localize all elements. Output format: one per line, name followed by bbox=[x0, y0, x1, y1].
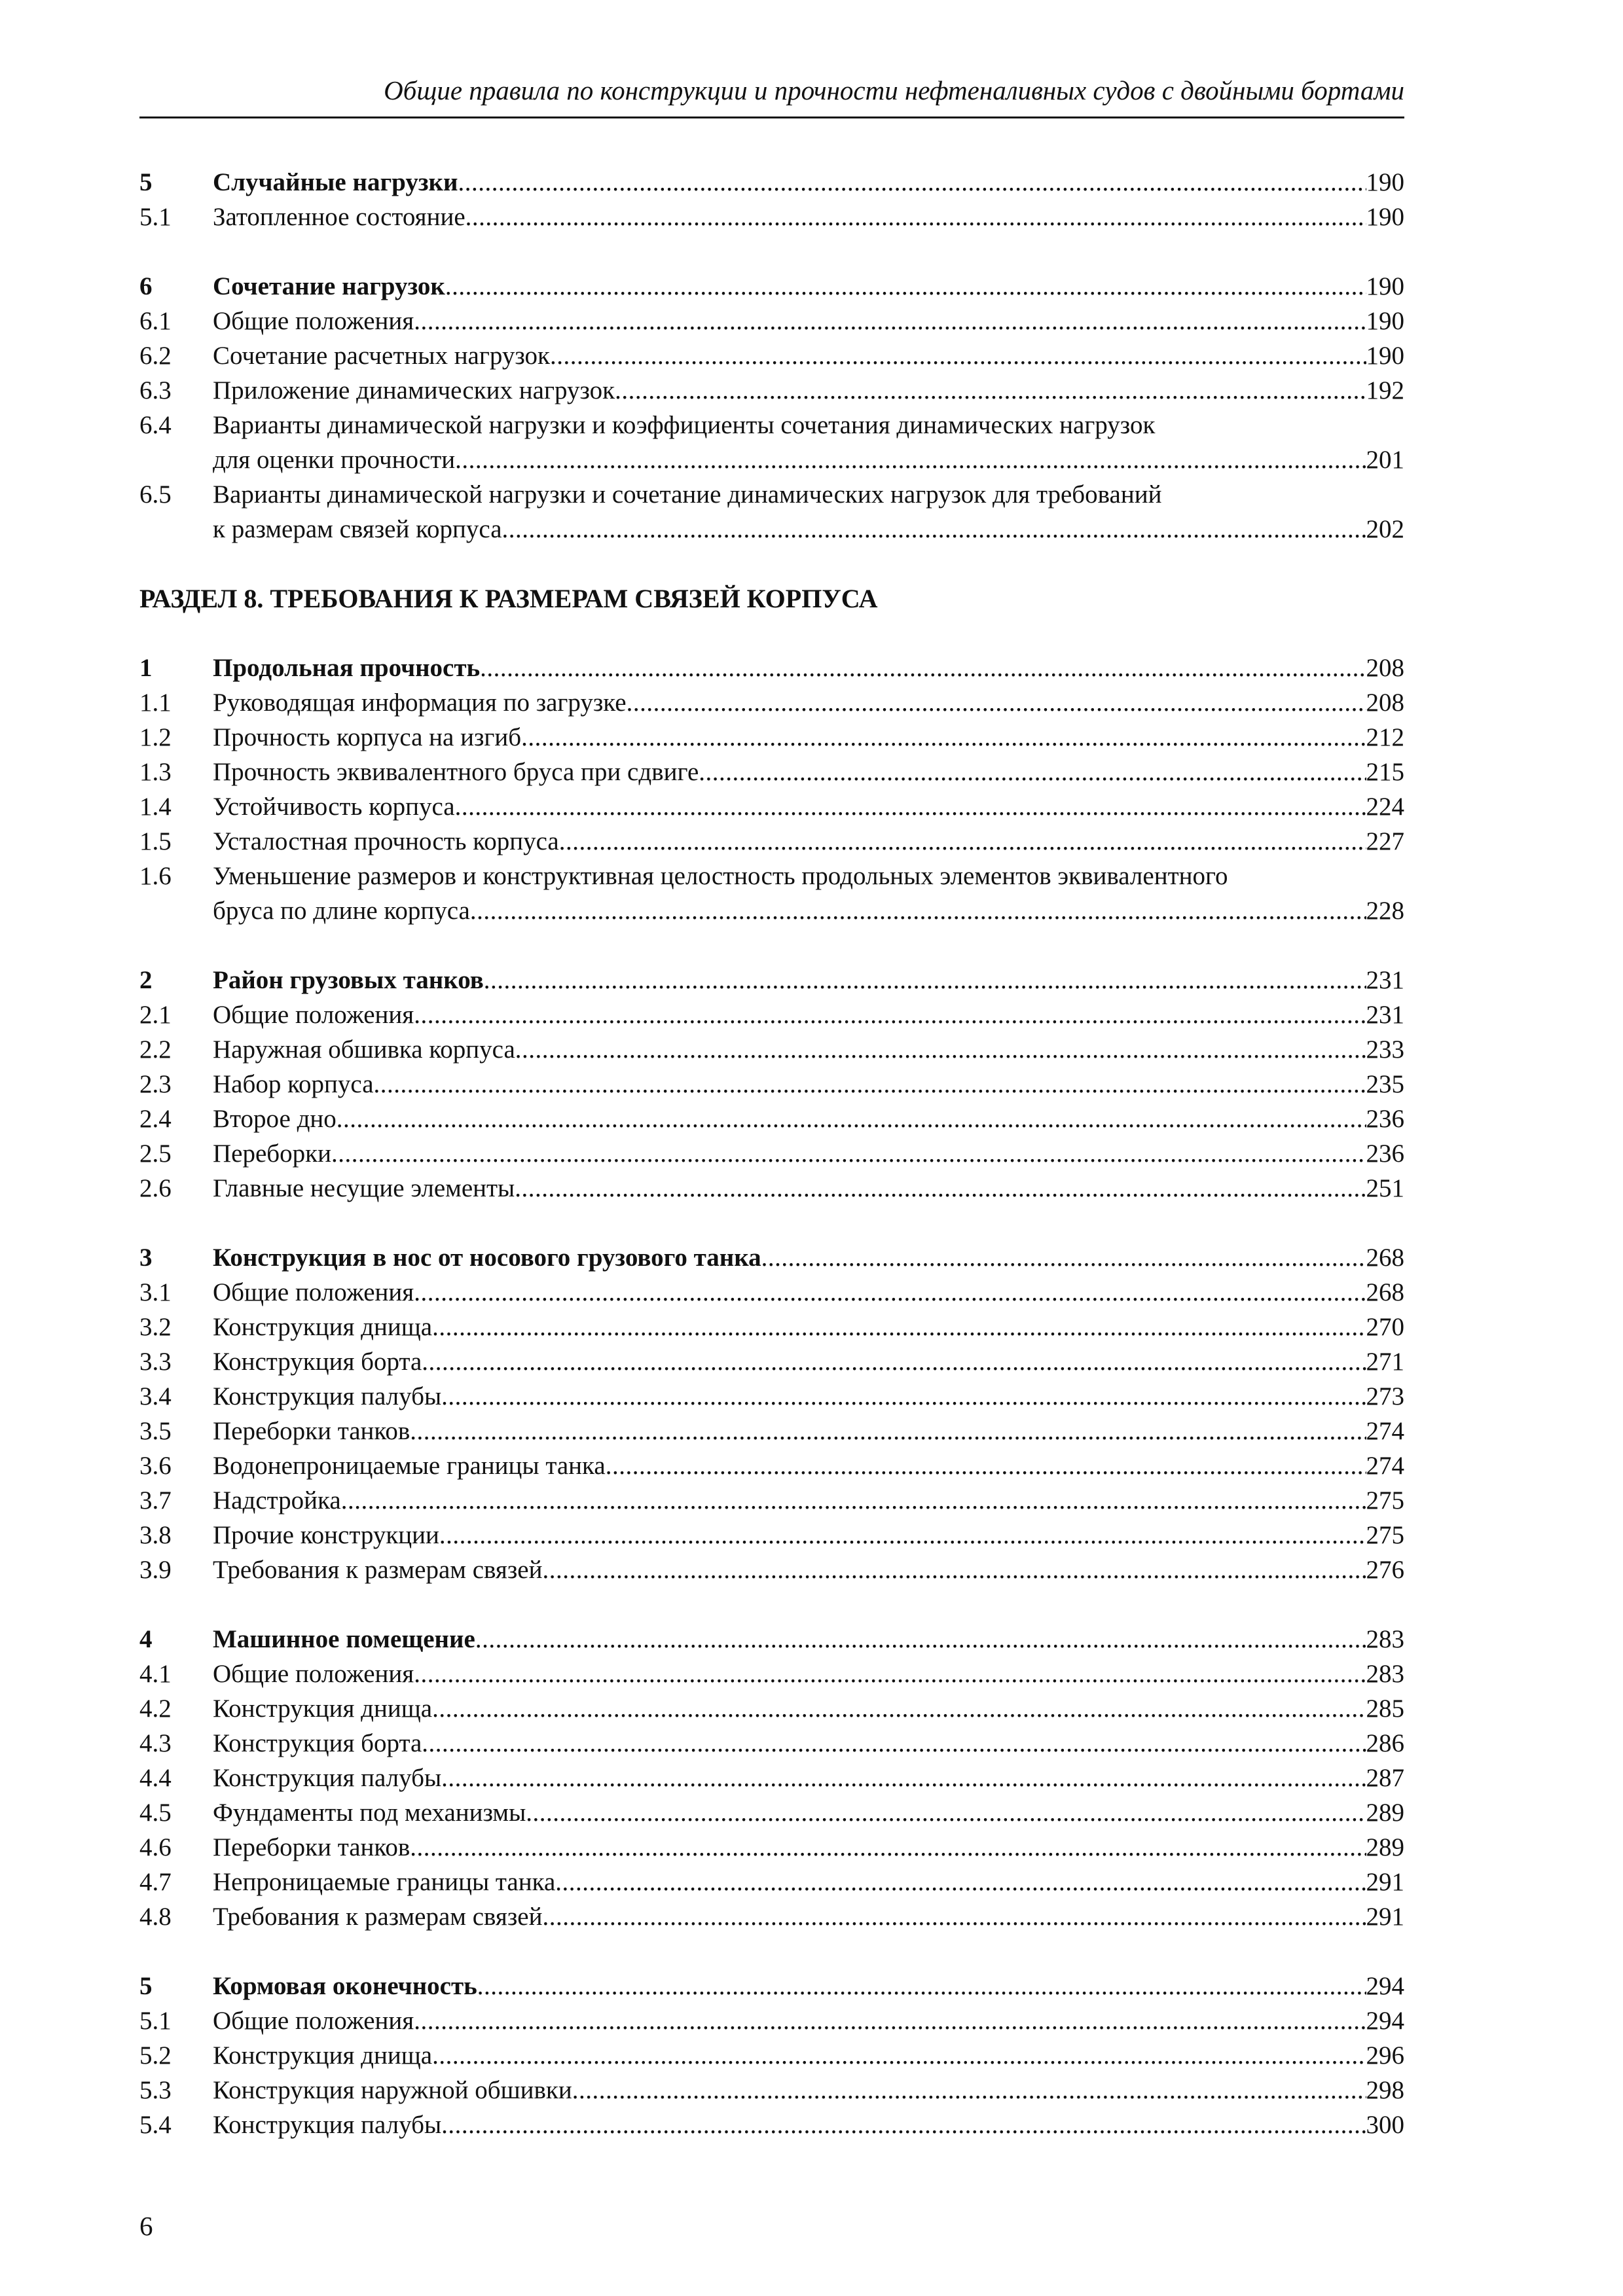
toc-entry-number: 1.6 bbox=[139, 862, 172, 890]
toc-entry-page: 294 bbox=[1366, 1972, 1404, 2000]
toc-entry-number: 3.7 bbox=[139, 1486, 172, 1515]
toc-entry-number: 4.3 bbox=[139, 1729, 172, 1757]
toc-entry-title-line1: Варианты динамической нагрузки и сочетание динамических нагрузок для требований bbox=[213, 480, 1162, 509]
toc-entry-page: 298 bbox=[1366, 2076, 1404, 2104]
toc-entry[interactable] bbox=[139, 2073, 1404, 2108]
dot-leader bbox=[542, 1899, 1366, 1934]
toc-entry[interactable] bbox=[139, 997, 1404, 1032]
toc-entry[interactable] bbox=[139, 2038, 1404, 2073]
dot-leader bbox=[439, 1518, 1366, 1552]
dot-leader bbox=[559, 824, 1366, 859]
toc-entry[interactable] bbox=[139, 1136, 1404, 1171]
toc-entry-title: Переборки bbox=[213, 1139, 331, 1168]
toc-group bbox=[139, 1240, 1404, 1587]
toc-entry[interactable] bbox=[139, 755, 1404, 789]
toc-entry-page: 233 bbox=[1366, 1035, 1404, 1064]
toc-entry-title: Фундаменты под механизмы bbox=[213, 1799, 526, 1827]
toc-group bbox=[139, 963, 1404, 1206]
toc-entry-title: Сочетание нагрузок bbox=[213, 272, 445, 300]
toc-entry[interactable] bbox=[139, 477, 1404, 512]
toc-entry[interactable] bbox=[139, 859, 1404, 893]
toc-entry-page: 231 bbox=[1366, 1001, 1404, 1029]
toc-entry-number: 2 bbox=[139, 966, 153, 994]
toc-entry[interactable] bbox=[139, 1102, 1404, 1136]
toc-entry-title-line2: к размерам связей корпуса bbox=[213, 515, 502, 543]
toc-entry-number: 1.1 bbox=[139, 689, 172, 717]
toc-entry-title: Устойчивость корпуса bbox=[213, 793, 455, 821]
toc-entry-title: Требования к размерам связей bbox=[213, 1903, 543, 1931]
toc-entry[interactable] bbox=[139, 1795, 1404, 1830]
dot-leader bbox=[441, 1761, 1366, 1795]
toc-entry[interactable] bbox=[139, 2003, 1404, 2038]
toc-entry-title: Набор корпуса bbox=[213, 1070, 374, 1098]
toc-entry-title: Руководящая информация по загрузке bbox=[213, 689, 627, 717]
toc-entry-number: 2.6 bbox=[139, 1174, 172, 1202]
toc-entry-number: 4.4 bbox=[139, 1764, 172, 1792]
dot-leader bbox=[465, 200, 1366, 234]
toc-entry-page: 228 bbox=[1366, 897, 1404, 925]
toc-entry-title: Конструкция днища bbox=[213, 1695, 433, 1723]
toc-entry-number: 3 bbox=[139, 1244, 153, 1272]
toc-entry[interactable] bbox=[139, 789, 1404, 824]
toc-entry[interactable] bbox=[139, 1483, 1404, 1518]
toc-entry-number: 5 bbox=[139, 1972, 153, 2000]
toc-entry[interactable] bbox=[139, 824, 1404, 859]
page-number: 6 bbox=[139, 2211, 153, 2241]
toc-entry-title: Конструкция борта bbox=[213, 1348, 422, 1376]
toc-group bbox=[139, 1622, 1404, 1934]
toc-entry-number: 2.4 bbox=[139, 1105, 172, 1133]
dot-leader bbox=[414, 1275, 1366, 1310]
dot-leader bbox=[515, 1032, 1366, 1067]
toc-entry-title: Конструкция борта bbox=[213, 1729, 422, 1757]
toc-entry-page: 291 bbox=[1366, 1868, 1404, 1896]
dot-leader bbox=[432, 1691, 1366, 1726]
dot-leader bbox=[502, 512, 1366, 547]
dot-leader bbox=[414, 304, 1366, 338]
toc-entry[interactable] bbox=[139, 685, 1404, 720]
toc-entry-title: Общие положения bbox=[213, 1278, 414, 1306]
toc-entry-title-line2: для оценки прочности bbox=[213, 446, 456, 474]
toc-entry-title: Водонепроницаемые границы танка bbox=[213, 1452, 606, 1480]
dot-leader bbox=[441, 2108, 1366, 2142]
toc-entry-title: Конструкция в нос от носового грузового танка bbox=[213, 1244, 761, 1272]
dot-leader bbox=[484, 963, 1366, 997]
toc-entry-number: 4.2 bbox=[139, 1695, 172, 1723]
toc-entry-title: Непроницаемые границы танка bbox=[213, 1868, 556, 1896]
toc-entry-page: 202 bbox=[1366, 515, 1404, 543]
dot-leader bbox=[550, 338, 1366, 373]
toc-entry-page: 268 bbox=[1366, 1244, 1404, 1272]
toc-entry[interactable] bbox=[139, 1171, 1404, 1206]
toc-entry-number: 6.1 bbox=[139, 307, 172, 335]
toc-entry[interactable] bbox=[139, 1691, 1404, 1726]
toc-entry-title: Требования к размерам связей bbox=[213, 1556, 543, 1584]
toc-entry-page: 227 bbox=[1366, 827, 1404, 855]
toc-entry-title: Главные несущие элементы bbox=[213, 1174, 515, 1202]
toc-entry-main[interactable] bbox=[139, 1240, 1404, 1275]
table-of-contents bbox=[139, 165, 1404, 2177]
toc-entry[interactable] bbox=[139, 1865, 1404, 1899]
toc-entry[interactable] bbox=[139, 1414, 1404, 1448]
toc-entry[interactable] bbox=[139, 1310, 1404, 1344]
toc-entry[interactable] bbox=[139, 1657, 1404, 1691]
toc-entry[interactable] bbox=[139, 720, 1404, 755]
toc-entry[interactable] bbox=[139, 200, 1404, 234]
dot-leader bbox=[422, 1344, 1366, 1379]
toc-entry-title: Прочие конструкции bbox=[213, 1521, 439, 1549]
dot-leader bbox=[526, 1795, 1366, 1830]
toc-entry[interactable] bbox=[139, 1899, 1404, 1934]
toc-entry-page: 271 bbox=[1366, 1348, 1404, 1376]
toc-entry-title: Продольная прочность bbox=[213, 654, 481, 682]
toc-entry-page: 208 bbox=[1366, 689, 1404, 717]
dot-leader bbox=[445, 269, 1366, 304]
toc-entry-title: Конструкция палубы bbox=[213, 2111, 442, 2139]
toc-entry-title: Общие положения bbox=[213, 1660, 414, 1688]
toc-entry-page: 190 bbox=[1366, 168, 1404, 196]
toc-entry-title: Машинное помещение bbox=[213, 1625, 475, 1653]
toc-entry-page: 236 bbox=[1366, 1139, 1404, 1168]
toc-entry-number: 6.4 bbox=[139, 411, 172, 439]
header-rule bbox=[139, 117, 1404, 118]
toc-entry-title: Общие положения bbox=[213, 307, 414, 335]
dot-leader bbox=[761, 1240, 1366, 1275]
toc-entry-title: Прочность эквивалентного бруса при сдвиге bbox=[213, 758, 699, 786]
toc-entry-number: 3.3 bbox=[139, 1348, 172, 1376]
dot-leader bbox=[458, 165, 1366, 200]
dot-leader bbox=[374, 1067, 1366, 1102]
toc-entry-number: 4.5 bbox=[139, 1799, 172, 1827]
toc-entry[interactable] bbox=[139, 1067, 1404, 1102]
toc-entry-main[interactable] bbox=[139, 269, 1404, 304]
toc-entry-number: 2.1 bbox=[139, 1001, 172, 1029]
toc-entry[interactable] bbox=[139, 1518, 1404, 1552]
toc-entry-title: Затопленное состояние bbox=[213, 203, 465, 231]
toc-entry-number: 3.6 bbox=[139, 1452, 172, 1480]
toc-entry-title: Общие положения bbox=[213, 1001, 414, 1029]
toc-entry-number: 5.3 bbox=[139, 2076, 172, 2104]
toc-entry-number: 3.8 bbox=[139, 1521, 172, 1549]
toc-entry-main[interactable] bbox=[139, 165, 1404, 200]
toc-entry-number: 5.4 bbox=[139, 2111, 172, 2139]
toc-entry-number: 3.2 bbox=[139, 1313, 172, 1341]
toc-entry[interactable] bbox=[139, 373, 1404, 408]
toc-entry-page: 268 bbox=[1366, 1278, 1404, 1306]
toc-entry-number: 5.1 bbox=[139, 203, 172, 231]
toc-entry-number: 5 bbox=[139, 168, 153, 196]
toc-entry-page: 294 bbox=[1366, 2007, 1404, 2035]
toc-entry[interactable] bbox=[139, 1275, 1404, 1310]
toc-entry-page: 285 bbox=[1366, 1695, 1404, 1723]
toc-entry-continuation[interactable] bbox=[139, 512, 1404, 547]
toc-entry-page: 190 bbox=[1366, 272, 1404, 300]
toc-entry-page: 275 bbox=[1366, 1486, 1404, 1515]
toc-entry-number: 4.7 bbox=[139, 1868, 172, 1896]
dot-leader bbox=[555, 1865, 1366, 1899]
dot-leader bbox=[477, 1969, 1366, 2003]
toc-entry-title: Конструкция палубы bbox=[213, 1764, 442, 1792]
toc-entry-number: 1.2 bbox=[139, 723, 172, 751]
toc-entry-page: 273 bbox=[1366, 1382, 1404, 1410]
toc-entry-title: Сочетание расчетных нагрузок bbox=[213, 342, 550, 370]
toc-entry-page: 190 bbox=[1366, 342, 1404, 370]
toc-entry-title-line1: Уменьшение размеров и конструктивная целостность продольных элементов эквивалентного bbox=[213, 862, 1228, 890]
toc-entry-page: 274 bbox=[1366, 1452, 1404, 1480]
toc-entry-main[interactable] bbox=[139, 651, 1404, 685]
toc-entry-page: 283 bbox=[1366, 1660, 1404, 1688]
dot-leader bbox=[410, 1830, 1366, 1865]
dot-leader bbox=[414, 2003, 1366, 2038]
toc-entry-page: 224 bbox=[1366, 793, 1404, 821]
toc-entry-page: 287 bbox=[1366, 1764, 1404, 1792]
toc-entry-title: Конструкция днища bbox=[213, 1313, 433, 1341]
toc-entry-number: 1.3 bbox=[139, 758, 172, 786]
toc-entry[interactable] bbox=[139, 408, 1404, 442]
toc-entry-title: Случайные нагрузки bbox=[213, 168, 458, 196]
toc-entry-title: Приложение динамических нагрузок bbox=[213, 376, 615, 404]
dot-leader bbox=[475, 1622, 1366, 1657]
toc-entry-page: 270 bbox=[1366, 1313, 1404, 1341]
toc-entry-number: 1.4 bbox=[139, 793, 172, 821]
toc-entry-title-line1: Варианты динамической нагрузки и коэффициенты сочетания динамических нагрузок bbox=[213, 411, 1156, 439]
toc-entry-title: Второе дно bbox=[213, 1105, 337, 1133]
dot-leader bbox=[572, 2073, 1366, 2108]
toc-entry-number: 1.5 bbox=[139, 827, 172, 855]
toc-entry-number: 6.3 bbox=[139, 376, 172, 404]
dot-leader bbox=[410, 1414, 1366, 1448]
toc-entry-title: Кормовая оконечность bbox=[213, 1972, 477, 2000]
toc-entry-main[interactable] bbox=[139, 1622, 1404, 1657]
toc-entry-number: 3.1 bbox=[139, 1278, 172, 1306]
dot-leader bbox=[331, 1136, 1366, 1171]
dot-leader bbox=[337, 1102, 1366, 1136]
toc-entry-page: 276 bbox=[1366, 1556, 1404, 1584]
dot-leader bbox=[441, 1379, 1366, 1414]
dot-leader bbox=[515, 1171, 1366, 1206]
toc-entry[interactable] bbox=[139, 1726, 1404, 1761]
dot-leader bbox=[627, 685, 1366, 720]
toc-entry[interactable] bbox=[139, 2108, 1404, 2142]
toc-entry-title: Конструкция днища bbox=[213, 2041, 433, 2070]
toc-entry-number: 1 bbox=[139, 654, 153, 682]
toc-entry-page: 231 bbox=[1366, 966, 1404, 994]
toc-entry[interactable] bbox=[139, 1344, 1404, 1379]
dot-leader bbox=[455, 789, 1366, 824]
toc-entry-continuation[interactable] bbox=[139, 442, 1404, 477]
dot-leader bbox=[414, 1657, 1366, 1691]
toc-group bbox=[139, 1969, 1404, 2142]
toc-entry-title: Усталостная прочность корпуса bbox=[213, 827, 559, 855]
running-header: Общие правила по конструкции и прочности нефтеналивных судов с двойными бортами bbox=[384, 75, 1404, 105]
toc-entry-number: 6.2 bbox=[139, 342, 172, 370]
toc-entry-title: Наружная обшивка корпуса bbox=[213, 1035, 515, 1064]
dot-leader bbox=[480, 651, 1366, 685]
dot-leader bbox=[699, 755, 1366, 789]
toc-entry-number: 4.1 bbox=[139, 1660, 172, 1688]
dot-leader bbox=[422, 1726, 1366, 1761]
toc-entry[interactable] bbox=[139, 304, 1404, 338]
dot-leader bbox=[470, 893, 1366, 928]
toc-entry-title: Район грузовых танков bbox=[213, 966, 484, 994]
toc-entry-title-line2: бруса по длине корпуса bbox=[213, 897, 470, 925]
toc-entry-page: 291 bbox=[1366, 1903, 1404, 1931]
toc-entry-number: 3.5 bbox=[139, 1417, 172, 1445]
toc-entry-page: 235 bbox=[1366, 1070, 1404, 1098]
toc-entry[interactable] bbox=[139, 1830, 1404, 1865]
toc-group bbox=[139, 651, 1404, 928]
toc-entry[interactable] bbox=[139, 338, 1404, 373]
dot-leader bbox=[341, 1483, 1366, 1518]
toc-entry-page: 212 bbox=[1366, 723, 1404, 751]
toc-entry-continuation[interactable] bbox=[139, 893, 1404, 928]
toc-entry-number: 6.5 bbox=[139, 480, 172, 509]
toc-entry-page: 286 bbox=[1366, 1729, 1404, 1757]
toc-entry-page: 275 bbox=[1366, 1521, 1404, 1549]
toc-entry-page: 289 bbox=[1366, 1799, 1404, 1827]
dot-leader bbox=[414, 997, 1366, 1032]
toc-entry-title: Переборки танков bbox=[213, 1417, 410, 1445]
dot-leader bbox=[542, 1552, 1366, 1587]
toc-entry-page: 215 bbox=[1366, 758, 1404, 786]
toc-entry-page: 201 bbox=[1366, 446, 1404, 474]
toc-entry-title: Общие положения bbox=[213, 2007, 414, 2035]
toc-entry-number: 2.3 bbox=[139, 1070, 172, 1098]
toc-entry-page: 236 bbox=[1366, 1105, 1404, 1133]
toc-entry-number: 5.1 bbox=[139, 2007, 172, 2035]
dot-leader bbox=[432, 2038, 1366, 2073]
toc-entry-page: 289 bbox=[1366, 1833, 1404, 1861]
toc-entry-number: 4.6 bbox=[139, 1833, 172, 1861]
toc-entry-page: 300 bbox=[1366, 2111, 1404, 2139]
toc-entry[interactable] bbox=[139, 1761, 1404, 1795]
toc-entry-page: 251 bbox=[1366, 1174, 1404, 1202]
section-heading: РАЗДЕЛ 8. ТРЕБОВАНИЯ К РАЗМЕРАМ СВЯЗЕЙ КОРПУСА bbox=[139, 584, 878, 613]
toc-entry-page: 190 bbox=[1366, 203, 1404, 231]
toc-entry-page: 208 bbox=[1366, 654, 1404, 682]
dot-leader bbox=[606, 1448, 1366, 1483]
toc-group bbox=[139, 269, 1404, 547]
toc-entry[interactable] bbox=[139, 1032, 1404, 1067]
toc-entry-title: Надстройка bbox=[213, 1486, 341, 1515]
toc-entry[interactable] bbox=[139, 1448, 1404, 1483]
toc-group bbox=[139, 165, 1404, 234]
toc-entry-number: 6 bbox=[139, 272, 153, 300]
toc-entry-title: Конструкция наружной обшивки bbox=[213, 2076, 572, 2104]
toc-entry-main[interactable] bbox=[139, 1969, 1404, 2003]
toc-entry-number: 3.9 bbox=[139, 1556, 172, 1584]
toc-entry-page: 274 bbox=[1366, 1417, 1404, 1445]
toc-entry-number: 2.2 bbox=[139, 1035, 172, 1064]
dot-leader bbox=[521, 720, 1366, 755]
toc-entry-page: 190 bbox=[1366, 307, 1404, 335]
toc-entry[interactable] bbox=[139, 1379, 1404, 1414]
toc-entry[interactable] bbox=[139, 1552, 1404, 1587]
toc-entry-number: 2.5 bbox=[139, 1139, 172, 1168]
dot-leader bbox=[455, 442, 1366, 477]
toc-entry-title: Переборки танков bbox=[213, 1833, 410, 1861]
toc-entry-title: Прочность корпуса на изгиб bbox=[213, 723, 522, 751]
toc-entry-number: 4.8 bbox=[139, 1903, 172, 1931]
toc-entry-number: 5.2 bbox=[139, 2041, 172, 2070]
toc-entry-number: 3.4 bbox=[139, 1382, 172, 1410]
toc-entry-main[interactable] bbox=[139, 963, 1404, 997]
toc-entry-page: 283 bbox=[1366, 1625, 1404, 1653]
toc-entry-title: Конструкция палубы bbox=[213, 1382, 442, 1410]
dot-leader bbox=[615, 373, 1366, 408]
dot-leader bbox=[432, 1310, 1366, 1344]
toc-entry-number: 4 bbox=[139, 1625, 153, 1653]
toc-entry-page: 192 bbox=[1366, 376, 1404, 404]
toc-entry-page: 296 bbox=[1366, 2041, 1404, 2070]
